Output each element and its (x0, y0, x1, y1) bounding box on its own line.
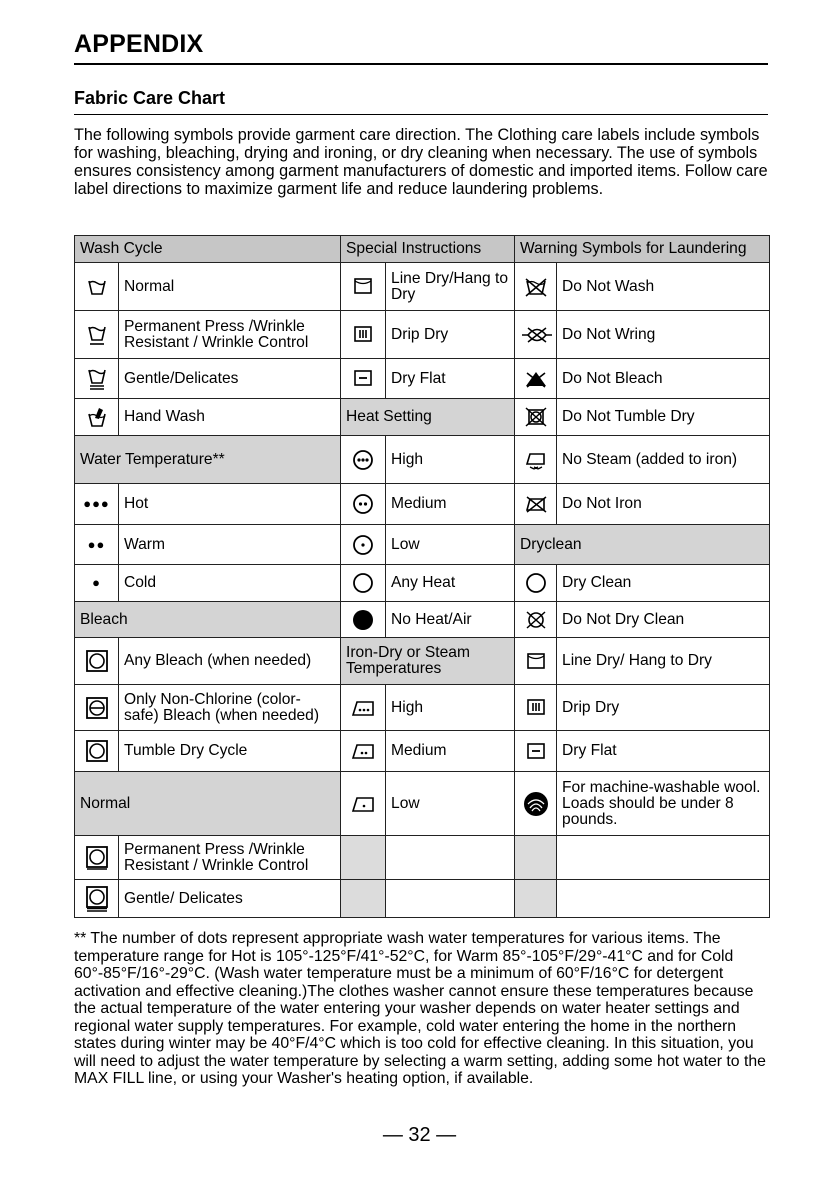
warm-dots-icon: ●● (75, 525, 119, 565)
dry-flat-warning-label: Dry Flat (557, 731, 770, 772)
no-heat-icon (341, 602, 386, 638)
non-chlorine-bleach-label: Only Non-Chlorine (color-safe) Bleach (when needed) (119, 685, 341, 731)
iron-temperatures-subheader: Iron-Dry or Steam Temperatures (341, 638, 515, 685)
washtub-permanent-press-icon (75, 311, 119, 359)
table-row (75, 311, 770, 359)
bleach-subheader: Bleach (75, 602, 341, 638)
fabric-care-table (74, 235, 770, 918)
do-not-dry-clean-icon (515, 602, 557, 638)
drip-dry-label: Drip Dry (386, 311, 515, 359)
hand-wash-icon (75, 399, 119, 436)
heat-medium-label: Medium (386, 484, 515, 525)
empty-cell (515, 880, 557, 918)
line-dry-label: Line Dry/Hang to Dry (386, 263, 515, 311)
wash-permanent-press-label: Permanent Press /Wrinkle Resistant / Wrinkle Control (119, 311, 341, 359)
heat-low-label: Low (386, 525, 515, 565)
heat-medium-icon (341, 484, 386, 525)
empty-cell (386, 880, 515, 918)
do-not-dry-clean-label: Do Not Dry Clean (557, 602, 770, 638)
iron-low-icon (341, 772, 386, 836)
table-row (75, 880, 770, 918)
do-not-wash-icon (515, 263, 557, 311)
dry-clean-circle-icon (515, 565, 557, 602)
do-not-iron-label: Do Not Iron (557, 484, 770, 525)
line-dry-icon (341, 263, 386, 311)
do-not-bleach-label: Do Not Bleach (557, 359, 770, 399)
dryclean-subheader: Dryclean (515, 525, 770, 565)
washtub-gentle-icon (75, 359, 119, 399)
tumble-permanent-press-icon (75, 836, 119, 880)
do-not-wring-icon (515, 311, 557, 359)
normal-subheader: Normal (75, 772, 341, 836)
any-bleach-label: Any Bleach (when needed) (119, 638, 341, 685)
heat-high-icon (341, 436, 386, 484)
table-row (75, 772, 770, 836)
any-bleach-icon (75, 638, 119, 685)
section-rule (74, 114, 768, 115)
line-dry-hang-label: Line Dry/ Hang to Dry (557, 638, 770, 685)
wash-normal-label: Normal (119, 263, 341, 311)
empty-cell (386, 836, 515, 880)
dry-clean-label: Dry Clean (557, 565, 770, 602)
line-dry-hang-icon (515, 638, 557, 685)
table-row (75, 565, 770, 602)
hot-dots-icon: ●●● (75, 484, 119, 525)
hand-wash-label: Hand Wash (119, 399, 341, 436)
tumble-dry-icon (75, 731, 119, 772)
wool-label: For machine-washable wool. Loads should be under 8 pounds. (557, 772, 770, 836)
dry-flat-icon (341, 359, 386, 399)
tumble-gentle-label: Gentle/ Delicates (119, 880, 341, 918)
iron-medium-label: Medium (386, 731, 515, 772)
wool-icon (515, 772, 557, 836)
heat-high-label: High (386, 436, 515, 484)
empty-cell (557, 836, 770, 880)
empty-cell (557, 880, 770, 918)
empty-cell (341, 880, 386, 918)
cold-label: Cold (119, 565, 341, 602)
non-chlorine-bleach-icon (75, 685, 119, 731)
do-not-wash-label: Do Not Wash (557, 263, 770, 311)
table-header-row (75, 236, 770, 263)
heat-setting-subheader: Heat Setting (341, 399, 515, 436)
empty-cell (341, 836, 386, 880)
cold-dot-icon: ● (75, 565, 119, 602)
dry-flat-label: Dry Flat (386, 359, 515, 399)
iron-low-label: Low (386, 772, 515, 836)
table-row (75, 436, 770, 484)
header-wash-cycle: Wash Cycle (75, 236, 341, 263)
section-title: Fabric Care Chart (74, 88, 226, 108)
page-number: — 32 — (382, 1124, 457, 1146)
heat-low-icon (341, 525, 386, 565)
do-not-iron-icon (515, 484, 557, 525)
no-steam-icon (515, 436, 557, 484)
footnote-paragraph: ** The number of dots represent appropriate wash water temperatures for various items. The temperature range for Hot is 105°-125°F/41°-52°C, for Warm 85°-105°F/29°-41°C and for Cold 60°-85°F/16°-29°C. (Wash water temperature must be a minimum of 60°F/16°C for detergent activation and effective cleaning.)The clothes washer cannot ensure these temperatures because the actual temperature of the water entering your washer depends on water heater settings and regional water supply temperatures. For example, cold water entering the home in the northern states during winter may be 40°F/4°C which is too cold for effective cleaning. In this situation, you will need to adjust the water temperature by selecting a warm setting, adding some hot water to the MAX FILL line, or using your Washer's heating option, if available. (74, 930, 766, 1087)
table-row (75, 638, 770, 685)
table-row (75, 525, 770, 565)
tumble-dry-label: Tumble Dry Cycle (119, 731, 341, 772)
wash-gentle-label: Gentle/Delicates (119, 359, 341, 399)
header-special-instructions: Special Instructions (341, 236, 515, 263)
do-not-wring-label: Do Not Wring (557, 311, 770, 359)
page-title: APPENDIX (74, 30, 204, 58)
dry-flat-warning-icon (515, 731, 557, 772)
no-steam-label: No Steam (added to iron) (557, 436, 770, 484)
table-row (75, 263, 770, 311)
table-row (75, 359, 770, 399)
do-not-tumble-dry-icon (515, 399, 557, 436)
drip-dry-warning-label: Drip Dry (557, 685, 770, 731)
no-heat-label: No Heat/Air (386, 602, 515, 638)
any-heat-icon (341, 565, 386, 602)
drip-dry-icon (341, 311, 386, 359)
warm-label: Warm (119, 525, 341, 565)
water-temperature-subheader: Water Temperature** (75, 436, 341, 484)
table-row (75, 836, 770, 880)
drip-dry-warning-icon (515, 685, 557, 731)
intro-paragraph: The following symbols provide garment care direction. The Clothing care labels include symbols for washing, bleaching, drying and ironing, or dry cleaning when necessary. The use of symbols ensures consistency among garment manufacturers of domestic and imported items. Follow care label directions to maximize garment life and reduce laundering problems. (74, 126, 768, 198)
do-not-tumble-dry-label: Do Not Tumble Dry (557, 399, 770, 436)
tumble-permanent-press-label: Permanent Press /Wrinkle Resistant / Wrinkle Control (119, 836, 341, 880)
iron-medium-icon (341, 731, 386, 772)
hot-label: Hot (119, 484, 341, 525)
table-row (75, 484, 770, 525)
empty-cell (515, 836, 557, 880)
iron-high-icon (341, 685, 386, 731)
any-heat-label: Any Heat (386, 565, 515, 602)
title-rule (74, 63, 768, 65)
table-row (75, 602, 770, 638)
iron-high-label: High (386, 685, 515, 731)
table-row (75, 731, 770, 772)
do-not-bleach-icon (515, 359, 557, 399)
tumble-gentle-icon (75, 880, 119, 918)
header-warning-symbols: Warning Symbols for Laundering (515, 236, 770, 263)
table-row (75, 399, 770, 436)
table-row (75, 685, 770, 731)
washtub-normal-icon (75, 263, 119, 311)
